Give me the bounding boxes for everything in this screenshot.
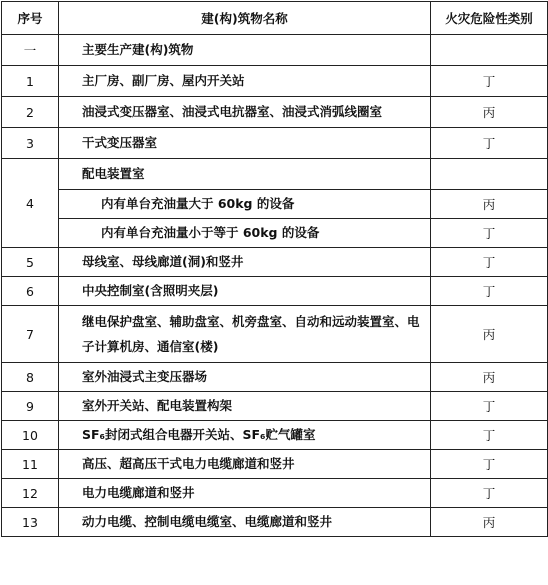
header-building-name: 建(构)筑物名称: [59, 2, 431, 35]
table-row: [2, 159, 548, 190]
table-row: [2, 277, 548, 306]
row-hazard-class: 丁: [431, 248, 548, 277]
row-building-name: 母线室、母线廊道(洞)和竖井: [59, 248, 431, 277]
table-row: [2, 66, 548, 97]
row-building-name: 室外开关站、配电装置构架: [59, 392, 431, 421]
row-number: 13: [2, 508, 59, 537]
row-building-name: 配电装置室: [59, 159, 431, 190]
row-hazard-class: [431, 159, 548, 190]
table-row: [2, 219, 548, 248]
row-hazard-class: 丙: [431, 508, 548, 537]
table-row: [2, 421, 548, 450]
row-building-subitem: 内有单台充油量小于等于 60kg 的设备: [59, 219, 431, 248]
row-hazard-class: 丁: [431, 450, 548, 479]
row-hazard-class: 丁: [431, 479, 548, 508]
row-number: 8: [2, 363, 59, 392]
row-number: 1: [2, 66, 59, 97]
row-building-name: 油浸式变压器室、油浸式电抗器室、油浸式消弧线圈室: [59, 97, 431, 128]
row-building-subitem: 内有单台充油量大于 60kg 的设备: [59, 190, 431, 219]
row-number: 2: [2, 97, 59, 128]
row-hazard-class: 丁: [431, 128, 548, 159]
table-row: [2, 248, 548, 277]
row-hazard-class: 丁: [431, 421, 548, 450]
table-row: [2, 392, 548, 421]
row-hazard-class: 丁: [431, 66, 548, 97]
row-number: 6: [2, 277, 59, 306]
table-row: [2, 479, 548, 508]
row-building-name: 主要生产建(构)筑物: [59, 35, 431, 66]
table-row: [2, 128, 548, 159]
row-building-name: 继电保护盘室、辅助盘室、机旁盘室、自动和远动装置室、电子计算机房、通信室(楼): [59, 306, 431, 363]
table-row: [2, 35, 548, 66]
row-number: 12: [2, 479, 59, 508]
row-building-name: 动力电缆、控制电缆电缆室、电缆廊道和竖井: [59, 508, 431, 537]
row-hazard-class: [431, 35, 548, 66]
table-header-row: [2, 2, 548, 35]
row-number: 3: [2, 128, 59, 159]
row-number: 5: [2, 248, 59, 277]
header-fire-hazard-class: 火灾危险性类别: [431, 2, 548, 35]
row-number: 9: [2, 392, 59, 421]
table-row: [2, 97, 548, 128]
row-hazard-class: 丙: [431, 190, 548, 219]
row-hazard-class: 丙: [431, 97, 548, 128]
row-number: 10: [2, 421, 59, 450]
row-building-name: 中央控制室(含照明夹层): [59, 277, 431, 306]
table-row: [2, 363, 548, 392]
row-building-name: SF₆封闭式组合电器开关站、SF₆贮气罐室: [59, 421, 431, 450]
row-building-name: 干式变压器室: [59, 128, 431, 159]
header-serial-number: 序号: [2, 2, 59, 35]
row-number: 4: [2, 159, 59, 248]
row-hazard-class: 丁: [431, 277, 548, 306]
row-hazard-class: 丁: [431, 392, 548, 421]
row-hazard-class: 丁: [431, 219, 548, 248]
row-building-name: 主厂房、副厂房、屋内开关站: [59, 66, 431, 97]
row-building-name: 电力电缆廊道和竖井: [59, 479, 431, 508]
row-number: 7: [2, 306, 59, 363]
row-building-name: 室外油浸式主变压器场: [59, 363, 431, 392]
row-number: 11: [2, 450, 59, 479]
row-building-name: 高压、超高压干式电力电缆廊道和竖井: [59, 450, 431, 479]
fire-hazard-classification-table: [1, 1, 548, 537]
table-row: [2, 508, 548, 537]
row-hazard-class: 丙: [431, 306, 548, 363]
row-number: 一: [2, 35, 59, 66]
table-row: [2, 450, 548, 479]
row-hazard-class: 丙: [431, 363, 548, 392]
table-row: [2, 190, 548, 219]
table-row: [2, 306, 548, 363]
